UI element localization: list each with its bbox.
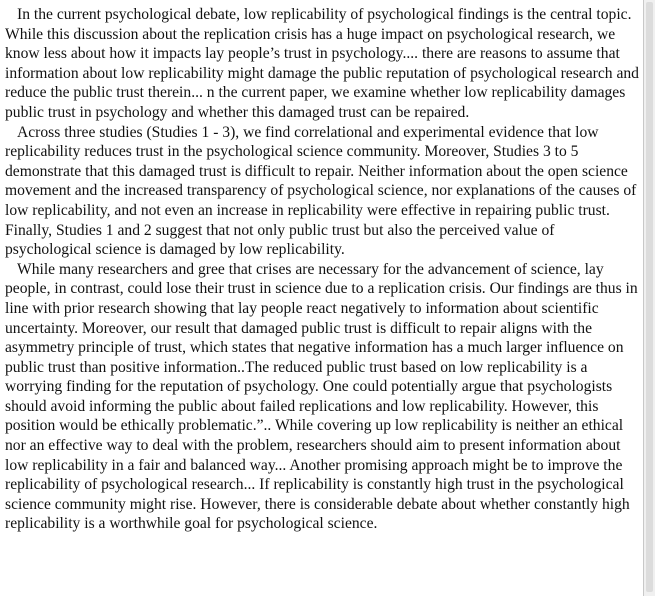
paragraph-2: Across three studies (Studies 1 - 3), we find correlational and experimental evidence that low replicability reduces trust in the psychological science community. Moreover, Studies 3 to 5 demonstrate that this damaged trust is difficult to repair. Neither information about the open science movement and the increased transparency of psychological science, nor explanations of the causes of low replicability, and not even an increase in replicability were effective in repairing public trust. Finally, Studies 1 and 2 suggest that not only public trust but also the perceived value of psychological science is damaged by low replicability. xyxy=(5,123,637,259)
vertical-scrollbar[interactable] xyxy=(643,0,655,596)
paragraph-1: In the current psychological debate, low replicability of psychological findings is the central topic. While this discussion about the replication crisis has a huge impact on psychological research, we know less about how it impacts lay people’s trust in psychology.... there are reasons to assume that information about low replicability might damage the public reputation of psychological research and reduce the public trust therein... n the current paper, we examine whether low replicability damages public trust in psychology and whether this damaged trust can be repaired. xyxy=(5,6,639,121)
paragraph-3: While many researchers and gree that crises are necessary for the advancement of science, lay people, in contrast, could lose their trust in science due to a replication crisis. Our findings are thus in line with prior research showing that lay people react negatively to information about scientific uncertainty. Moreover, our result that damaged public trust is difficult to repair aligns with the asymmetry principle of trust, which states that negative information has a much larger influence on public trust than positive information..The reduced public trust based on low replicability is a worrying finding for the reputation of psychology. One could potentially argue that psychologists should avoid informing the public about failed replications and low replicability. However, this position would be ethically problematic.”.. While covering up low replicability is neither an ethical nor an effective way to deal with the problem, researchers should aim to present information about low replicability in a fair and balanced way... Another promising approach might be to improve the replicability of psychological research... If replicability is constantly high trust in the psychological science community might rise. However, there is considerable debate about whether constantly high replicability is a worthwhile goal for psychological science. xyxy=(5,260,638,533)
scrollbar-thumb[interactable] xyxy=(646,2,653,592)
